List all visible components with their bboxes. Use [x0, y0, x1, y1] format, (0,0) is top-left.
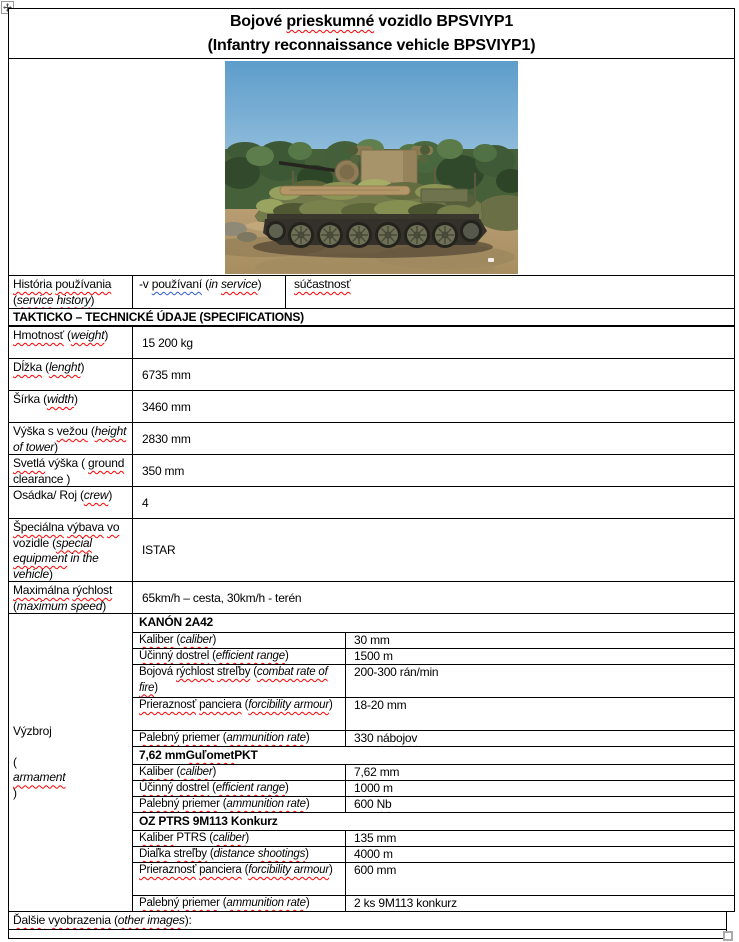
text-run: (	[219, 732, 227, 744]
text-run: (	[219, 798, 227, 810]
text-run: Účinný	[139, 782, 173, 794]
text-run: (	[110, 913, 118, 927]
armament-spec-value: 2 ks 9M113 konkurz	[345, 896, 734, 911]
text-run: Palebný	[139, 732, 180, 744]
spec-label-special-equipment	[9, 519, 132, 581]
spec-value-text: 15 200 kg	[142, 335, 193, 350]
text-run: vo	[107, 520, 120, 534]
text-run: service	[221, 277, 258, 291]
text-run: Bojové	[229, 13, 287, 30]
text-run: )	[329, 699, 333, 711]
text-run: -v	[139, 277, 152, 291]
text-run: (	[42, 360, 49, 374]
armament-spec-label	[133, 781, 345, 796]
text-run: caliber	[180, 766, 213, 778]
text-run: lenght	[48, 360, 81, 374]
photo-row	[8, 58, 735, 276]
text-run: )	[80, 360, 85, 374]
text-run: Prieraznosť	[139, 699, 197, 711]
text-run: )	[245, 832, 250, 844]
armament-spec-label	[133, 731, 345, 746]
text-run: streľby	[217, 666, 251, 678]
spec-label-height-of-tower	[9, 423, 132, 454]
text-run: )	[102, 598, 107, 613]
text-run: rýchlost	[72, 583, 113, 597]
text-run: Prieraznosť	[139, 864, 197, 876]
service-history-status	[132, 276, 285, 308]
text-run: (Infantry reconnaissance vehicle BPSVIYP1)	[207, 37, 536, 54]
spec-value-text: 65km/h – cesta, 30km/h - terén	[142, 590, 302, 605]
text-run: (	[206, 848, 214, 860]
text-run: rýchlost	[175, 666, 214, 678]
armament-group-header-cannon-2a42	[133, 614, 734, 632]
spec-label-width	[9, 391, 132, 422]
armament-spec-row	[133, 780, 734, 796]
text-run: (	[13, 754, 17, 769]
text-run: vozidlo BPSVIYP1	[374, 13, 514, 30]
text-run: nábojov	[376, 731, 418, 745]
spec-value-text: 3460 mm	[142, 399, 191, 414]
text-run: Dĺžka	[13, 360, 43, 374]
spec-label-length	[9, 359, 132, 390]
spec-value-special-equipment	[132, 519, 734, 581]
spec-value-maximum-speed	[132, 582, 734, 613]
armament-spec-row	[133, 895, 734, 911]
text-run: armament	[13, 770, 66, 785]
text-run: (	[13, 292, 17, 307]
text-run: (	[13, 598, 17, 613]
text-run: Maximálna	[13, 583, 70, 597]
text-run: 7,62 mm	[139, 748, 186, 762]
text-run: in the	[67, 551, 99, 565]
text-run: (	[173, 766, 181, 778]
text-run: caliber	[180, 634, 213, 646]
spec-value-text: 4	[142, 495, 149, 510]
spec-value-text: ISTAR	[142, 543, 176, 557]
armament-spec-value: 200-300 rán/min	[345, 665, 734, 697]
armament-spec-row	[133, 730, 734, 746]
text-run: dostrel	[175, 650, 210, 662]
armament-group-header-machine-gun-pkt	[133, 746, 734, 764]
armament-spec-label	[133, 698, 345, 730]
spec-value-crew	[132, 487, 734, 518]
text-run: vozidle (	[13, 535, 56, 550]
text-run: )	[54, 439, 58, 454]
text-run: ground clearance	[13, 456, 125, 486]
text-run: 330	[354, 731, 377, 745]
armament-spec-row	[133, 697, 734, 730]
text-run: vyobrazenia	[48, 913, 111, 927]
text-run: )	[104, 328, 109, 342]
armament-spec-value: 135 mm	[345, 831, 734, 846]
spec-value-text: 350 mm	[142, 463, 185, 478]
text-run: výbava	[67, 520, 104, 534]
armament-spec-label	[133, 765, 345, 780]
armament-spec-value	[345, 797, 734, 812]
spec-row-maximum-speed	[8, 581, 735, 614]
text-run: equipment	[13, 551, 68, 565]
text-run: )	[305, 848, 309, 860]
text-run: Svetlá	[13, 456, 46, 470]
other-images-label	[9, 912, 726, 929]
text-run: maximum speed	[16, 598, 103, 613]
text-run: height of tower	[13, 424, 127, 454]
text-run: combat rate of fire	[139, 666, 328, 694]
text-run: efficient range	[215, 650, 285, 662]
text-run: width	[46, 392, 74, 406]
text-run: Guľomet	[185, 748, 235, 762]
spec-row-weight	[8, 326, 735, 359]
text-run: dostrel	[175, 782, 210, 794]
spec-row-crew	[8, 486, 735, 519]
text-run: Diaľka	[139, 848, 171, 860]
text-run: )	[66, 471, 71, 486]
text-run: forcibility armour	[248, 864, 329, 876]
empty-row	[8, 929, 727, 939]
text-run: service	[16, 292, 54, 307]
text-run: súčastnosť	[294, 277, 351, 291]
text-run: special	[55, 535, 92, 550]
text-run: priemer	[182, 897, 220, 909]
text-run: Kaliber	[139, 832, 174, 844]
armament-spec-row	[133, 830, 734, 846]
armament-spec-row	[133, 796, 734, 812]
text-run: Výška s	[13, 424, 57, 438]
spec-value-weight	[132, 327, 734, 358]
text-run: Nb	[376, 797, 392, 811]
armament-spec-row	[133, 846, 734, 862]
text-run: caliber	[212, 832, 246, 844]
text-run: panciera	[199, 864, 242, 876]
text-run: :	[188, 913, 192, 927]
text-run: vehicle	[13, 566, 49, 581]
text-run: in	[208, 277, 221, 291]
other-images-row	[8, 911, 727, 930]
spec-value-text: 6735 mm	[142, 367, 191, 382]
document-title-line-1	[9, 10, 734, 34]
text-run: )	[108, 488, 113, 502]
text-run: (	[173, 634, 181, 646]
text-run: ammunition rate	[226, 732, 306, 744]
specifications-section-header: TAKTICKO – TECHNICKÉ ÚDAJE (SPECIFICATIONS)	[13, 310, 304, 324]
text-run: (	[241, 699, 249, 711]
text-run: )	[305, 732, 310, 744]
service-history-label	[9, 276, 132, 308]
armament-spec-row	[133, 764, 734, 780]
specifications-section-row	[8, 308, 735, 326]
spec-row-width	[8, 390, 735, 423]
armament-spec-value: 18-20 mm	[345, 698, 734, 730]
text-run: )	[13, 785, 17, 800]
spec-row-special-equipment	[8, 518, 735, 582]
text-run: )	[212, 634, 217, 646]
text-run: Bojová	[139, 666, 176, 678]
text-run: other images	[117, 913, 185, 927]
text-run: (	[250, 666, 257, 678]
armament-spec-label	[133, 831, 345, 846]
text-run: používaní	[151, 277, 202, 291]
text-run: Palebný	[139, 897, 180, 909]
text-run: )	[184, 913, 189, 927]
text-run: forcibility armour	[248, 699, 329, 711]
text-run: )	[212, 766, 217, 778]
armament-spec-label	[133, 896, 345, 911]
text-run: ammunition rate	[226, 897, 306, 909]
text-run: vežou	[56, 424, 88, 438]
armament-spec-label	[133, 649, 345, 664]
text-run: )	[284, 782, 289, 794]
vehicle-spec-table	[8, 8, 735, 939]
armament-spec-label	[133, 847, 345, 862]
armament-spec-value: 1500 m	[345, 649, 734, 664]
spec-label-maximum-speed	[9, 582, 132, 613]
text-run: )	[284, 650, 289, 662]
text-run: PKT	[234, 748, 258, 762]
spec-row-height-of-tower	[8, 422, 735, 455]
armament-spec-row	[133, 648, 734, 664]
title-row	[8, 8, 735, 59]
spec-value-width	[132, 391, 734, 422]
service-history-row	[8, 275, 735, 309]
text-run: 600	[354, 797, 377, 811]
text-run: Ďalšie	[13, 913, 46, 927]
armament-spec-row	[133, 862, 734, 895]
armament-spec-value: 30 mm	[345, 633, 734, 648]
text-run: )	[73, 392, 78, 406]
text-run: shootings	[257, 848, 306, 860]
text-run: Hmotnosť	[13, 328, 64, 342]
text-run: Kaliber	[139, 766, 174, 778]
spec-value-height-of-tower	[132, 423, 734, 454]
spec-value-text: 2830 mm	[142, 431, 191, 446]
text-run: Šírka	[13, 392, 41, 406]
text-run: panciera	[199, 699, 242, 711]
text-run: Kaliber	[139, 634, 174, 646]
text-run: Palebný	[139, 798, 180, 810]
text-run: )	[154, 681, 158, 694]
text-run: history	[56, 292, 91, 307]
text-run: (	[40, 392, 47, 406]
text-run: PTRS (	[173, 832, 213, 844]
text-run: )	[329, 864, 333, 876]
text-run: (	[201, 277, 209, 291]
text-run: prieskumné	[286, 13, 375, 30]
armament-spec-value: 7,62 mm	[345, 765, 734, 780]
text-run: (	[87, 424, 95, 438]
text-run: výška (	[45, 456, 89, 470]
armament-nested-table	[132, 614, 734, 911]
text-run: )	[90, 292, 95, 307]
armament-spec-value: 4000 m	[345, 847, 734, 862]
text-run: )	[305, 798, 310, 810]
text-run: (	[209, 650, 216, 662]
text-run: )	[48, 566, 53, 581]
text-run: História	[13, 277, 53, 291]
armament-spec-value	[345, 731, 734, 746]
table-resize-handle[interactable]	[723, 931, 733, 941]
text-run: Účinný	[139, 650, 173, 662]
text-run: (	[209, 782, 216, 794]
text-run: (	[241, 864, 249, 876]
armament-spec-label	[133, 797, 345, 812]
text-run: Výzbroj	[13, 723, 52, 738]
text-run: používania	[55, 277, 112, 291]
text-run: )	[305, 897, 310, 909]
armament-spec-row	[133, 632, 734, 648]
spec-label-ground-clearance	[9, 455, 132, 486]
text-run: distance	[213, 848, 258, 860]
text-run: weight	[70, 328, 105, 342]
spec-label-weight	[9, 327, 132, 358]
text-run: crew	[83, 488, 109, 502]
document-title-line-2	[9, 34, 734, 58]
armament-label	[9, 614, 132, 911]
text-run: efficient range	[215, 782, 285, 794]
text-run: )	[257, 277, 262, 291]
text-run: KANÓN 2A42	[139, 615, 214, 629]
service-history-current	[285, 276, 734, 308]
text-run: (	[219, 897, 227, 909]
spec-row-ground-clearance	[8, 454, 735, 487]
text-run: (	[63, 328, 71, 342]
armament-spec-label	[133, 665, 345, 697]
text-run: priemer	[182, 798, 220, 810]
spec-label-crew	[9, 487, 132, 518]
armament-row	[8, 613, 735, 912]
armament-spec-row	[133, 664, 734, 697]
armament-spec-label	[133, 633, 345, 648]
text-run: streľby	[173, 848, 207, 860]
spec-value-ground-clearance	[132, 455, 734, 486]
armament-spec-value: 600 mm	[345, 863, 734, 895]
text-run: ammunition rate	[226, 798, 306, 810]
text-run: Osádka/ Roj (	[13, 488, 84, 502]
armament-spec-label	[133, 863, 345, 895]
spec-value-length	[132, 359, 734, 390]
vehicle-photo	[225, 61, 518, 274]
text-run: priemer	[182, 732, 220, 744]
text-run: Špeciálna	[13, 520, 64, 534]
armament-group-header-atgm-9m113-konkurz	[133, 812, 734, 830]
spec-row-length	[8, 358, 735, 391]
armament-spec-value: 1000 m	[345, 781, 734, 796]
text-run: OZ PTRS 9M113 Konkurz	[139, 814, 278, 828]
